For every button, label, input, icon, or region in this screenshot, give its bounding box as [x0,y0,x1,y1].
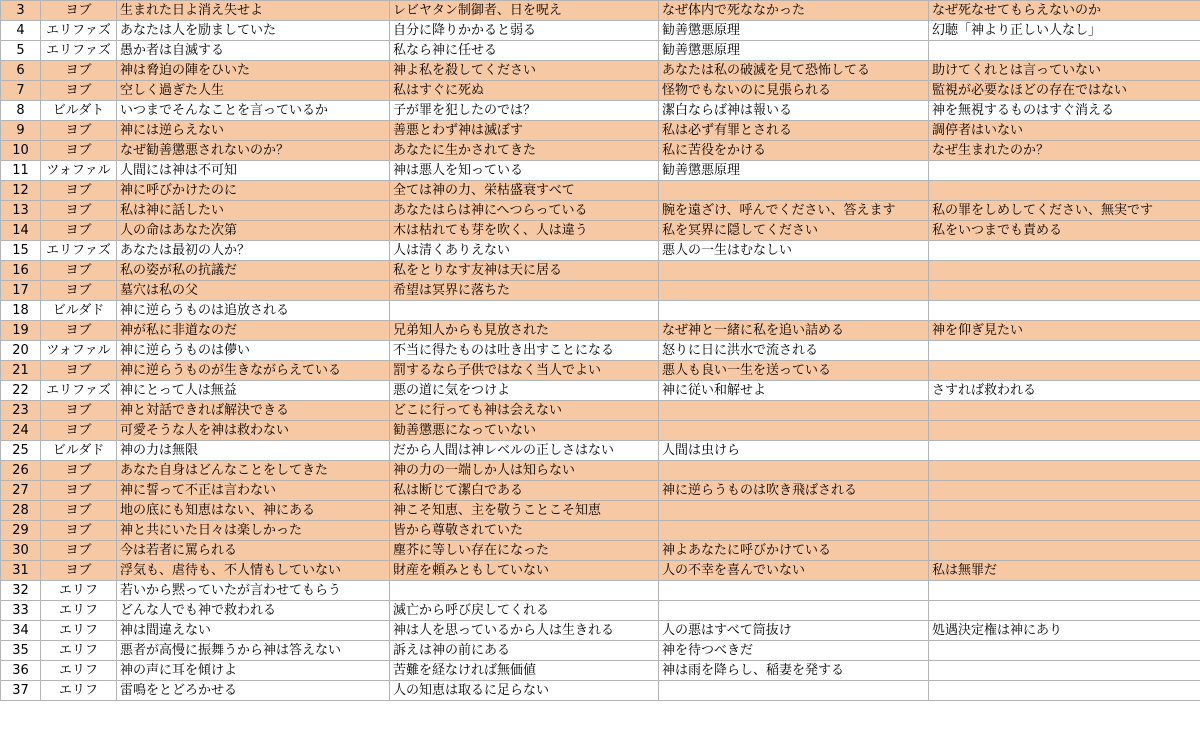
speaker-cell[interactable]: ビルダト [41,101,117,121]
point-3-cell[interactable]: 勧善懲悪原理 [659,21,929,41]
point-3-cell[interactable] [659,461,929,481]
point-2-cell[interactable]: 滅亡から呼び戻してくれる [390,601,659,621]
point-1-cell[interactable]: 可愛そうな人を神は救わない [117,421,390,441]
table-row [1,581,1200,601]
point-4-cell[interactable] [929,301,1200,321]
point-1-cell[interactable]: 空しく過ぎた人生 [117,81,390,101]
speaker-cell[interactable]: ヨブ [41,61,117,81]
point-3-cell[interactable] [659,401,929,421]
speaker-cell[interactable]: ヨブ [41,321,117,341]
point-4-cell[interactable] [929,641,1200,661]
chapter-number-cell[interactable]: 35 [1,641,41,661]
speaker-cell[interactable]: ヨブ [41,81,117,101]
point-4-cell[interactable]: 処遇決定権は神にあり [929,621,1200,641]
speaker-cell[interactable]: ヨブ [41,481,117,501]
table-row [1,161,1200,181]
point-1-cell[interactable]: 若いから黙っていたが言わせてもらう [117,581,390,601]
table-row [1,501,1200,521]
point-2-cell[interactable]: 訴えは神の前にある [390,641,659,661]
table-row [1,301,1200,321]
point-4-cell[interactable]: 助けてくれとは言っていない [929,61,1200,81]
chapter-number-cell[interactable]: 24 [1,421,41,441]
point-4-cell[interactable] [929,481,1200,501]
point-2-cell[interactable]: 悪の道に気をつけよ [390,381,659,401]
point-2-cell[interactable]: 神こそ知恵、主を敬うことこそ知恵 [390,501,659,521]
point-3-cell[interactable] [659,281,929,301]
table-row [1,441,1200,461]
chapter-number-cell[interactable]: 32 [1,581,41,601]
point-1-cell[interactable]: あなたは人を励ましていた [117,21,390,41]
table-row [1,521,1200,541]
table-row [1,401,1200,421]
point-3-cell[interactable]: あなたは私の破滅を見て恐怖してる [659,61,929,81]
speaker-cell[interactable]: ヨブ [41,181,117,201]
point-2-cell[interactable]: 希望は冥界に落ちた [390,281,659,301]
point-4-cell[interactable]: 神を無視するものはすぐ消える [929,101,1200,121]
point-4-cell[interactable] [929,161,1200,181]
chapter-number-cell[interactable]: 30 [1,541,41,561]
point-3-cell[interactable] [659,301,929,321]
chapter-number-cell[interactable]: 11 [1,161,41,181]
speaker-cell[interactable]: ヨブ [41,501,117,521]
point-1-cell[interactable]: 神に呼びかけたのに [117,181,390,201]
point-2-cell[interactable]: 善悪とわず神は滅ぼす [390,121,659,141]
point-3-cell[interactable]: 怪物でもないのに見張られる [659,81,929,101]
point-2-cell[interactable]: 財産を頼みともしていない [390,561,659,581]
point-4-cell[interactable] [929,281,1200,301]
chapter-number-cell[interactable]: 4 [1,21,41,41]
chapter-number-cell[interactable]: 34 [1,621,41,641]
table-row [1,381,1200,401]
point-1-cell[interactable]: あなたは最初の人か？ [117,241,390,261]
table-row [1,1,1200,21]
point-3-cell[interactable]: 勧善懲悪原理 [659,41,929,61]
table-row [1,101,1200,121]
chapter-number-cell[interactable]: 14 [1,221,41,241]
point-3-cell[interactable]: なぜ体内で死ななかった [659,1,929,21]
point-3-cell[interactable]: 神に従い和解せよ [659,381,929,401]
point-2-cell[interactable]: 人の知恵は取るに足らない [390,681,659,701]
point-1-cell[interactable]: 浮気も、虐待も、不人情もしていない [117,561,390,581]
table-row [1,561,1200,581]
point-3-cell[interactable]: 悪人も良い一生を送っている [659,361,929,381]
table-body [1,1,1200,701]
speaker-cell[interactable]: エリフ [41,641,117,661]
chapter-number-cell[interactable]: 16 [1,261,41,281]
point-3-cell[interactable]: 悪人の一生はむなしい [659,241,929,261]
table-row [1,681,1200,701]
speaker-cell[interactable]: ヨブ [41,401,117,421]
speaker-cell[interactable]: ヨブ [41,141,117,161]
speaker-cell[interactable]: ヨブ [41,1,117,21]
point-4-cell[interactable] [929,261,1200,281]
point-2-cell[interactable] [390,581,659,601]
speaker-cell[interactable]: ヨブ [41,361,117,381]
point-2-cell[interactable]: 神は人を思っているから人は生きれる [390,621,659,641]
point-3-cell[interactable]: 勧善懲悪原理 [659,161,929,181]
speaker-cell[interactable]: ヨブ [41,261,117,281]
speaker-cell[interactable]: エリファズ [41,41,117,61]
point-2-cell[interactable]: 私はすぐに死ぬ [390,81,659,101]
point-3-cell[interactable]: 潔白ならば神は報いる [659,101,929,121]
speaker-cell[interactable]: ツォファル [41,161,117,181]
speaker-cell[interactable]: エリフ [41,581,117,601]
speaker-cell[interactable]: エリフ [41,661,117,681]
speaker-cell[interactable]: ヨブ [41,521,117,541]
point-3-cell[interactable]: 怒りに日に洪水で流される [659,341,929,361]
point-3-cell[interactable] [659,181,929,201]
point-4-cell[interactable] [929,581,1200,601]
point-2-cell[interactable]: レビヤタン制御者、日を呪え [390,1,659,21]
point-4-cell[interactable] [929,241,1200,261]
point-2-cell[interactable]: 罰するなら子供ではなく当人でよい [390,361,659,381]
chapter-number-cell[interactable]: 19 [1,321,41,341]
table-row [1,601,1200,621]
table-row [1,61,1200,81]
point-2-cell[interactable]: 子が罪を犯したのでは？ [390,101,659,121]
point-1-cell[interactable]: 神の力は無限 [117,441,390,461]
point-4-cell[interactable] [929,421,1200,441]
point-4-cell[interactable] [929,521,1200,541]
point-4-cell[interactable]: 監視が必要なほどの存在ではない [929,81,1200,101]
point-2-cell[interactable]: 塵芥に等しい存在になった [390,541,659,561]
point-4-cell[interactable] [929,541,1200,561]
point-2-cell[interactable]: あなたはらは神にへつらっている [390,201,659,221]
point-2-cell[interactable]: あなたに生かされてきた [390,141,659,161]
speaker-cell[interactable]: エリファズ [41,381,117,401]
point-4-cell[interactable] [929,41,1200,61]
table-row [1,461,1200,481]
point-3-cell[interactable]: 人間は虫けら [659,441,929,461]
point-4-cell[interactable] [929,461,1200,481]
speaker-cell[interactable]: エリフ [41,621,117,641]
point-4-cell[interactable]: 幻聴「神より正しい人なし」 [929,21,1200,41]
chapter-number-cell[interactable]: 5 [1,41,41,61]
point-1-cell[interactable]: 生まれた日よ消え失せよ [117,1,390,21]
table-row [1,661,1200,681]
point-4-cell[interactable]: 私は無罪だ [929,561,1200,581]
chapter-number-cell[interactable]: 31 [1,561,41,581]
point-1-cell[interactable]: 私の姿が私の抗議だ [117,261,390,281]
point-1-cell[interactable]: 神に逆らうものが生きながらえている [117,361,390,381]
table-row [1,241,1200,261]
point-3-cell[interactable]: 人の不幸を喜んでいない [659,561,929,581]
chapter-number-cell[interactable]: 7 [1,81,41,101]
table-row [1,281,1200,301]
point-4-cell[interactable]: 調停者はいない [929,121,1200,141]
point-1-cell[interactable]: 神が私に非道なのだ [117,321,390,341]
point-1-cell[interactable]: 神は脅迫の陣をひいた [117,61,390,81]
point-3-cell[interactable] [659,261,929,281]
point-4-cell[interactable] [929,181,1200,201]
point-2-cell[interactable] [390,301,659,321]
chapter-number-cell[interactable]: 29 [1,521,41,541]
point-2-cell[interactable]: 神の力の一端しか人は知らない [390,461,659,481]
point-1-cell[interactable]: 神の声に耳を傾けよ [117,661,390,681]
point-3-cell[interactable] [659,501,929,521]
point-4-cell[interactable] [929,501,1200,521]
chapter-number-cell[interactable]: 9 [1,121,41,141]
speaker-cell[interactable]: ビルダド [41,301,117,321]
speaker-cell[interactable]: ヨブ [41,461,117,481]
speaker-cell[interactable]: ヨブ [41,281,117,301]
point-3-cell[interactable]: 神よあなたに呼びかけている [659,541,929,561]
table-row [1,481,1200,501]
point-2-cell[interactable]: だから人間は神レベルの正しさはない [390,441,659,461]
chapter-number-cell[interactable]: 33 [1,601,41,621]
chapter-number-cell[interactable]: 25 [1,441,41,461]
point-4-cell[interactable]: なぜ死なせてもらえないのか [929,1,1200,21]
point-4-cell[interactable] [929,401,1200,421]
speaker-cell[interactable]: ヨブ [41,421,117,441]
chapter-number-cell[interactable]: 10 [1,141,41,161]
speaker-cell[interactable]: ヨブ [41,541,117,561]
speaker-cell[interactable]: ツォファル [41,341,117,361]
speaker-cell[interactable]: ヨブ [41,561,117,581]
point-2-cell[interactable]: 自分に降りかかると弱る [390,21,659,41]
chapter-number-cell[interactable]: 36 [1,661,41,681]
table-row [1,21,1200,41]
table-row [1,141,1200,161]
point-4-cell[interactable]: さすれば救われる [929,381,1200,401]
point-2-cell[interactable]: 勧善懲悪になっていない [390,421,659,441]
point-4-cell[interactable] [929,441,1200,461]
point-2-cell[interactable]: 人は清くありえない [390,241,659,261]
chapter-number-cell[interactable]: 37 [1,681,41,701]
point-1-cell[interactable]: なぜ勧善懲悪されないのか？ [117,141,390,161]
point-1-cell[interactable]: 神に誓って不正は言わない [117,481,390,501]
point-3-cell[interactable]: 神は雨を降らし、稲妻を発する [659,661,929,681]
chapter-number-cell[interactable]: 15 [1,241,41,261]
chapter-number-cell[interactable]: 21 [1,361,41,381]
point-1-cell[interactable]: 神は間違えない [117,621,390,641]
point-2-cell[interactable]: 私なら神に任せる [390,41,659,61]
point-1-cell[interactable]: 地の底にも知恵はない、神にある [117,501,390,521]
chapter-number-cell[interactable]: 13 [1,201,41,221]
table-row [1,201,1200,221]
chapter-number-cell[interactable]: 8 [1,101,41,121]
point-3-cell[interactable] [659,681,929,701]
point-2-cell[interactable]: 兄弟知人からも見放された [390,321,659,341]
point-4-cell[interactable] [929,661,1200,681]
point-1-cell[interactable]: 人の命はあなた次第 [117,221,390,241]
point-3-cell[interactable] [659,581,929,601]
table-row [1,41,1200,61]
point-1-cell[interactable]: 私は神に話したい [117,201,390,221]
table-row [1,181,1200,201]
point-4-cell[interactable]: なぜ生まれたのか？ [929,141,1200,161]
point-4-cell[interactable] [929,361,1200,381]
chapter-number-cell[interactable]: 6 [1,61,41,81]
point-3-cell[interactable]: 私は必ず有罪とされる [659,121,929,141]
point-1-cell[interactable]: 人間には神は不可知 [117,161,390,181]
speaker-cell[interactable]: ヨブ [41,201,117,221]
chapter-number-cell[interactable]: 22 [1,381,41,401]
point-2-cell[interactable]: 私は断じて潔白である [390,481,659,501]
speaker-cell[interactable]: エリフ [41,601,117,621]
table-row [1,261,1200,281]
point-1-cell[interactable]: いつまでそんなことを言っているか [117,101,390,121]
point-3-cell[interactable]: 私を冥界に隠してください [659,221,929,241]
point-3-cell[interactable]: 神を待つべきだ [659,641,929,661]
point-2-cell[interactable]: 私をとりなす友神は天に居る [390,261,659,281]
point-3-cell[interactable]: 私に苦役をかける [659,141,929,161]
point-1-cell[interactable]: 墓穴は私の父 [117,281,390,301]
chapter-number-cell[interactable]: 12 [1,181,41,201]
table-row [1,361,1200,381]
point-1-cell[interactable]: どんな人でも神で救われる [117,601,390,621]
table-row [1,641,1200,661]
point-1-cell[interactable]: 神には逆らえない [117,121,390,141]
point-3-cell[interactable]: 人の悪はすべて筒抜け [659,621,929,641]
table-row [1,541,1200,561]
point-1-cell[interactable]: 悪者が高慢に振舞うから神は答えない [117,641,390,661]
chapter-number-cell[interactable]: 20 [1,341,41,361]
point-2-cell[interactable]: 木は枯れても芽を吹く、人は違う [390,221,659,241]
chapter-number-cell[interactable]: 26 [1,461,41,481]
table-row [1,321,1200,341]
point-2-cell[interactable]: どこに行っても神は会えない [390,401,659,421]
point-1-cell[interactable]: 今は若者に罵られる [117,541,390,561]
chapter-number-cell[interactable]: 17 [1,281,41,301]
point-1-cell[interactable]: 神と対話できれば解決できる [117,401,390,421]
chapter-number-cell[interactable]: 23 [1,401,41,421]
point-2-cell[interactable]: 神よ私を殺してください [390,61,659,81]
speaker-cell[interactable]: エリフ [41,681,117,701]
point-3-cell[interactable] [659,421,929,441]
chapter-number-cell[interactable]: 18 [1,301,41,321]
point-1-cell[interactable]: 神にとって人は無益 [117,381,390,401]
point-3-cell[interactable] [659,521,929,541]
point-2-cell[interactable]: 全ては神の力、栄枯盛衰すべて [390,181,659,201]
point-2-cell[interactable]: 不当に得たものは吐き出すことになる [390,341,659,361]
point-3-cell[interactable]: なぜ神と一緒に私を追い詰める [659,321,929,341]
speaker-cell[interactable]: ヨブ [41,221,117,241]
table-row [1,121,1200,141]
speaker-cell[interactable]: ビルダド [41,441,117,461]
point-3-cell[interactable] [659,601,929,621]
point-1-cell[interactable]: 神に逆らうものは追放される [117,301,390,321]
chapter-number-cell[interactable]: 28 [1,501,41,521]
chapter-number-cell[interactable]: 27 [1,481,41,501]
speaker-cell[interactable]: ヨブ [41,121,117,141]
point-3-cell[interactable]: 神に逆らうものは吹き飛ばされる [659,481,929,501]
table-row [1,421,1200,441]
point-1-cell[interactable]: 神と共にいた日々は楽しかった [117,521,390,541]
point-3-cell[interactable]: 腕を遠ざけ、呼んでください、答えます [659,201,929,221]
table-row [1,621,1200,641]
point-4-cell[interactable] [929,601,1200,621]
point-4-cell[interactable]: 神を仰ぎ見たい [929,321,1200,341]
point-4-cell[interactable]: 私をいつまでも責める [929,221,1200,241]
point-4-cell[interactable]: 私の罪をしめしてください、無実です [929,201,1200,221]
point-2-cell[interactable]: 皆から尊敬されていた [390,521,659,541]
point-1-cell[interactable]: 雷鳴をとどろかせる [117,681,390,701]
point-1-cell[interactable]: あなた自身はどんなことをしてきた [117,461,390,481]
point-1-cell[interactable]: 愚か者は自滅する [117,41,390,61]
table-row [1,341,1200,361]
table-row [1,81,1200,101]
point-4-cell[interactable] [929,341,1200,361]
point-4-cell[interactable] [929,681,1200,701]
chapter-number-cell[interactable]: 3 [1,1,41,21]
speaker-cell[interactable]: エリファズ [41,21,117,41]
table-row [1,221,1200,241]
point-1-cell[interactable]: 神に逆らうものは儚い [117,341,390,361]
point-2-cell[interactable]: 神は悪人を知っている [390,161,659,181]
speaker-cell[interactable]: エリファズ [41,241,117,261]
point-2-cell[interactable]: 苦難を経なければ無価値 [390,661,659,681]
